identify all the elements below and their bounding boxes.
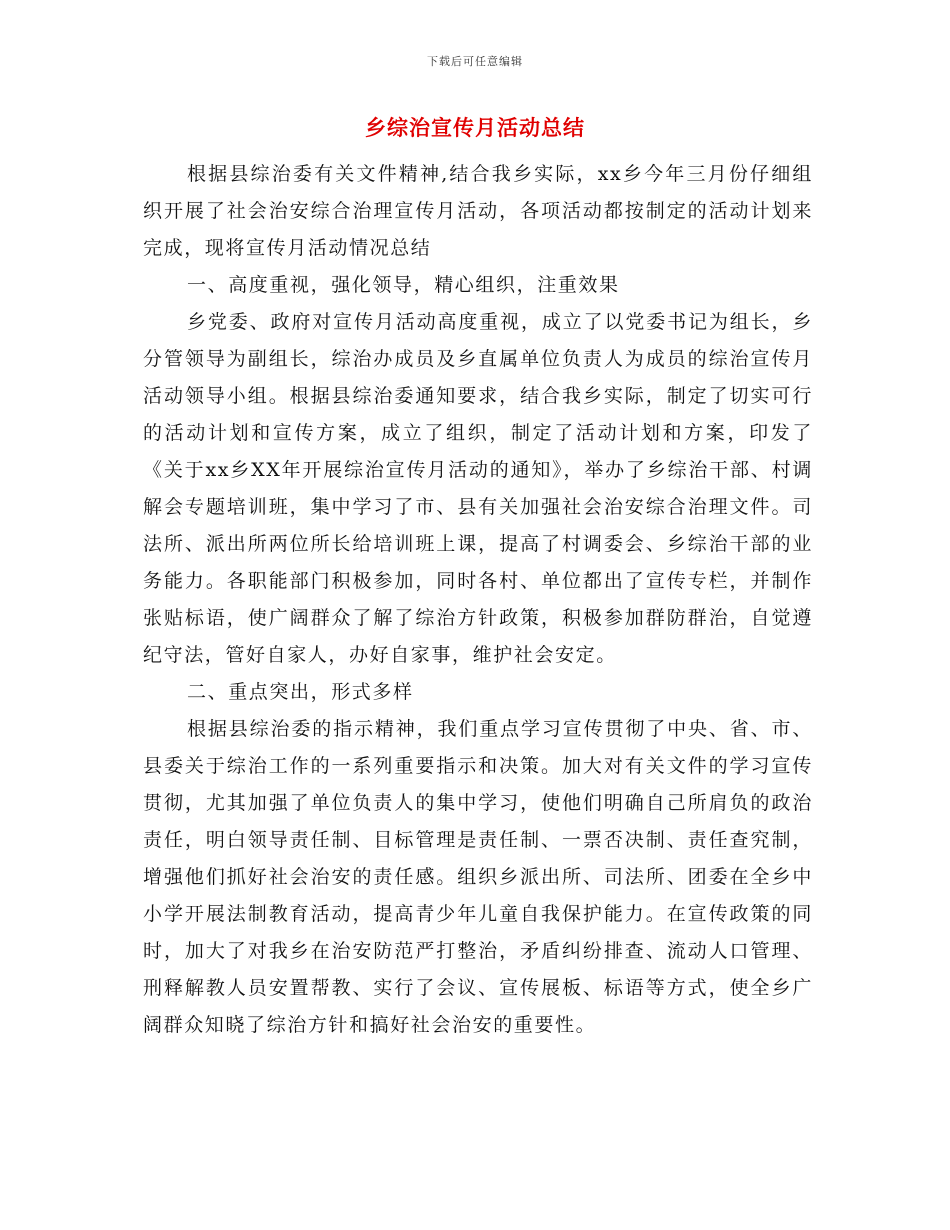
paragraph-intro: 根据县综治委有关文件精神,结合我乡实际，xx乡今年三月份仔细组织开展了社会治安综合治理宣传月活动，各项活动都按制定的活动计划来完成，现将宣传月活动情况总结 [143, 163, 813, 259]
document-title: 乡综治宣传月活动总结 [365, 116, 585, 140]
section-heading-2: 二、重点突出，形式多样 [187, 681, 414, 703]
paragraph-section-2: 根据县综治委的指示精神，我们重点学习宣传贯彻了中央、省、市、县委关于综治工作的一系列重要指示和决策。加大对有关文件的学习宣传贯彻，尤其加强了单位负责人的集中学习，使他们明确自己所肩负的政治责任，明白领导责任制、目标管理是责任制、一票否决制、责任查究制，增强他们抓好社会治安的责任感。组织乡派出所、司法所、团委在全乡中小学开展法制教育活动，提高青少年儿童自我保护能力。在宣传政策的同时，加大了对我乡在治安防范严打整治，矛盾纠纷排查、流动人口管理、刑释解教人员安置帮教、实行了会议、宣传展板、标语等方式，使全乡广阔群众知晓了综治方针和搞好社会治安的重要性。 [143, 718, 813, 1036]
document-body [143, 156, 813, 1044]
section-heading-1: 一、高度重视，强化领导，精心组织，注重效果 [187, 274, 620, 296]
header-note: 下载后可任意编辑 [427, 55, 523, 68]
paragraph-section-1: 乡党委、政府对宣传月活动高度重视，成立了以党委书记为组长，乡分管领导为副组长，综治办成员及乡直属单位负责人为成员的综治宣传月活动领导小组。根据县综治委通知要求，结合我乡实际，制定了切实可行的活动计划和宣传方案，成立了组织，制定了活动计划和方案，印发了《关于xx乡XX年开展综治宣传月活动的通知》，举办了乡综治干部、村调解会专题培训班，集中学习了市、县有关加强社会治安综合治理文件。司法所、派出所两位所长给培训班上课，提高了村调委会、乡综治干部的业务能力。各职能部门积极参加，同时各村、单位都出了宣传专栏，并制作张贴标语，使广阔群众了解了综治方针政策，积极参加群防群治，自觉遵纪守法，管好自家人，办好自家事，维护社会安定。 [143, 311, 813, 666]
